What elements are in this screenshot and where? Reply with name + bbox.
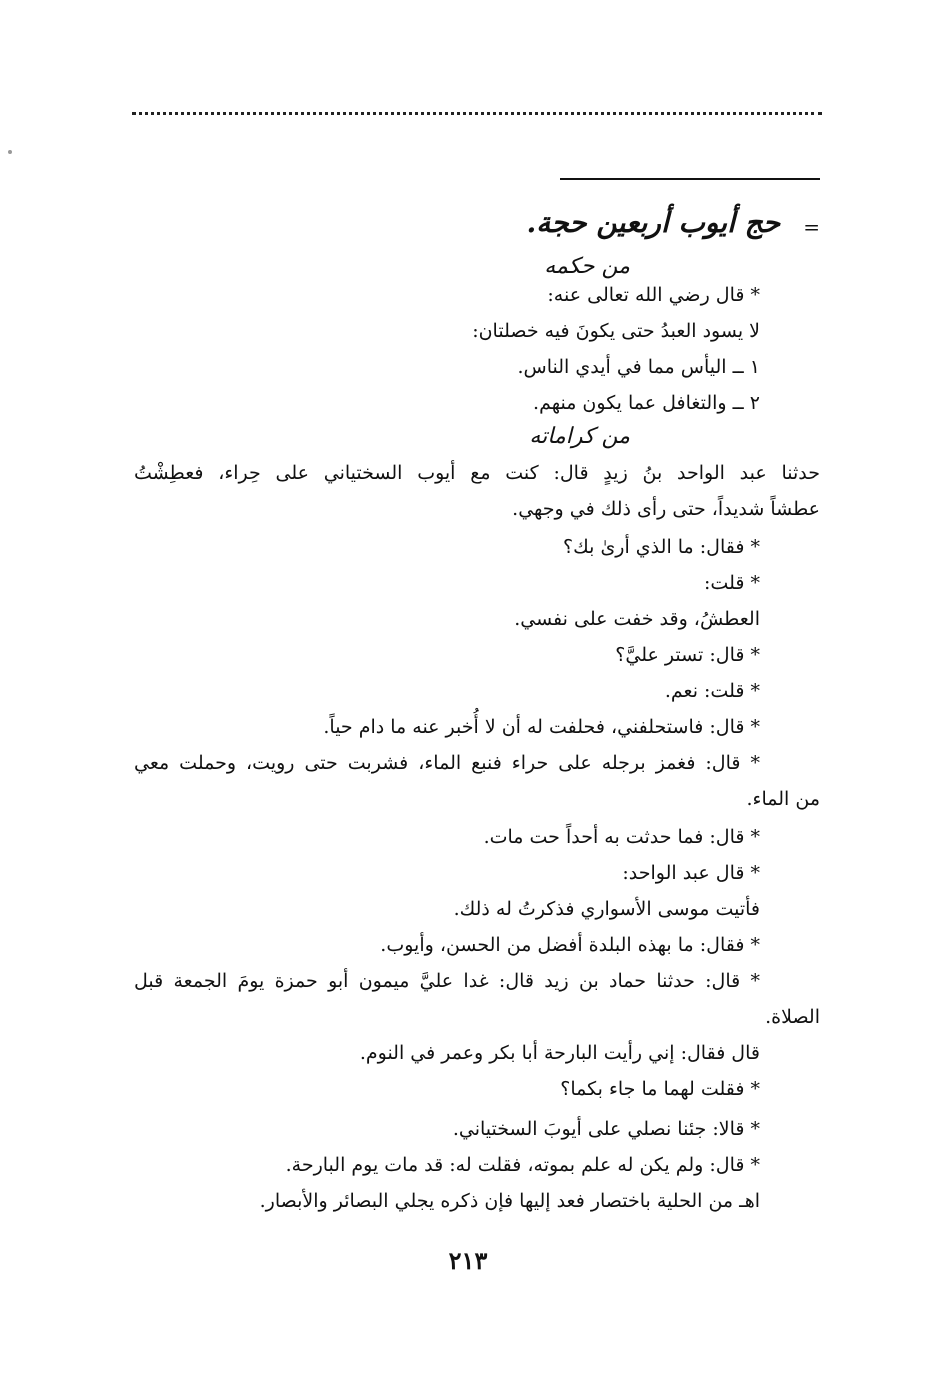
text-line: * قلت: [704, 572, 760, 594]
text-line: * قال رضي الله تعالى عنه: [547, 284, 760, 306]
text-line: من الماء. [746, 788, 820, 810]
text-line: * فقال: ما بهذه البلدة أفضل من الحسن، وأيوب. [380, 934, 760, 956]
text-line: فأتيت موسى الأسواري فذكرتُ له ذلك. [453, 898, 760, 920]
text-line: قال فقال: إني رأيت البارحة أبا بكر وعمر في النوم. [359, 1042, 760, 1064]
text-line: * فقال: ما الذي أرىٰ بك؟ [563, 536, 760, 558]
text-line: * قالا: جئنا نصلي على أيوبَ السختياني. [452, 1118, 760, 1140]
text-line: العطشُ، وقد خفت على نفسي. [514, 608, 760, 630]
text-line: عطشاً شديداً، حتى رأى ذلك في وجهي. [512, 498, 820, 520]
text-line: * فقلت لهما ما جاء بكما؟ [560, 1078, 760, 1100]
text-line: * قال: فما حدثت به أحداً حت مات. [483, 826, 760, 848]
equals-mark: = [803, 215, 820, 239]
text-line: * قال: فاستحلفني، فحلفت له أن لا أُخبر عنه ما دام حياً. [323, 716, 760, 738]
text-line: لا يسود العبدُ حتى يكونَ فيه خصلتان: [472, 320, 760, 342]
text-line: ٢ ــ والتغافل عما يكون منهم. [533, 392, 760, 414]
text-line: * قال: ولم يكن له علم بموته، فقلت له: قد مات يوم البارحة. [285, 1154, 760, 1176]
text-line: حدثنا عبد الواحد بنُ زيدٍ قال: كنت مع أيوب السختياني على حِراء، فعطِشْتُ [134, 462, 820, 484]
text-line: * قال: تستر عليَّ؟ [615, 644, 760, 666]
text-line: اهـ من الحلية باختصار فعد إليها فإن ذكره يجلي البصائر والأبصار. [259, 1190, 760, 1212]
text-line: * قال عبد الواحد: [622, 862, 760, 884]
page-body [120, 0, 820, 1381]
page-number: ٢١٣ [448, 1246, 488, 1275]
scan-speck [8, 150, 12, 154]
text-line: * قلت: نعم. [664, 680, 760, 702]
page-title: حج أيوب أربعين حجة. [526, 206, 780, 239]
section-heading-wisdom: من حكمه [544, 254, 630, 279]
text-line: ١ ــ اليأس مما في أيدي الناس. [517, 356, 760, 378]
text-line: * قال: حدثنا حماد بن زيد قال: غدا عليَّ ميمون أبو حمزة يومَ الجمعة قبل [134, 970, 760, 992]
text-line: * قال: فغمز برجله على حراء فنبع الماء، فشربت حتى رويت، وحملت معي [134, 752, 760, 774]
section-heading-miracles: من كراماته [529, 424, 630, 449]
text-line: الصلاة. [765, 1006, 820, 1028]
